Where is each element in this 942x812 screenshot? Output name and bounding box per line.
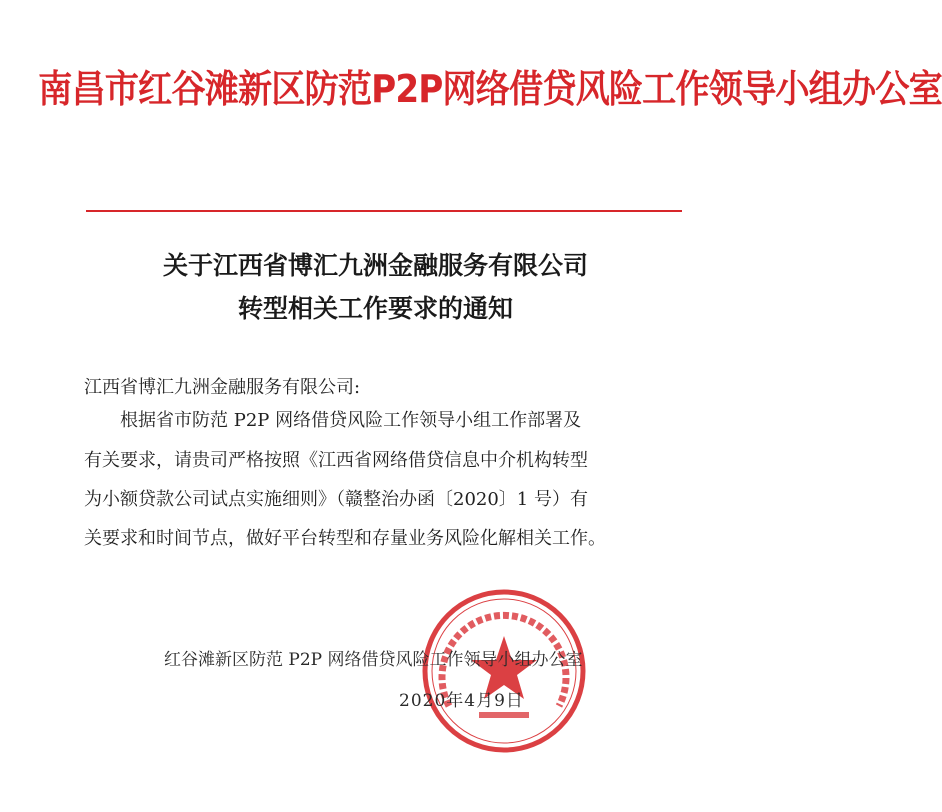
body-line-2: 有关要求，请贵司严格按照《江西省网络借贷信息中介机构转型 <box>84 450 588 471</box>
salutation: 江西省博汇九洲金融服务有限公司: <box>84 377 361 398</box>
letterhead-org-name: 南昌市红谷滩新区防范P2P网络借贷风险工作领导小组办公室 <box>38 67 942 111</box>
body-line-3: 为小额贷款公司试点实施细则》（赣整治办函〔2020〕1 号）有 <box>84 489 588 510</box>
official-seal-stamp <box>419 586 589 756</box>
notice-title-line-2: 转型相关工作要求的通知 <box>237 294 513 323</box>
notice-title-line-1: 关于江西省博汇九洲金融服务有限公司 <box>162 251 588 280</box>
body-line-1: 根据省市防范 P2P 网络借贷风险工作领导小组工作部署及 <box>120 410 582 431</box>
signature-date: 2020年4月9日 <box>399 691 524 711</box>
signature-org: 红谷滩新区防范 P2P 网络借贷风险工作领导小组办公室 <box>164 650 583 670</box>
body-line-4: 关要求和时间节点，做好平台转型和存量业务风险化解相关工作。 <box>84 528 606 549</box>
letterhead-divider <box>86 210 682 212</box>
